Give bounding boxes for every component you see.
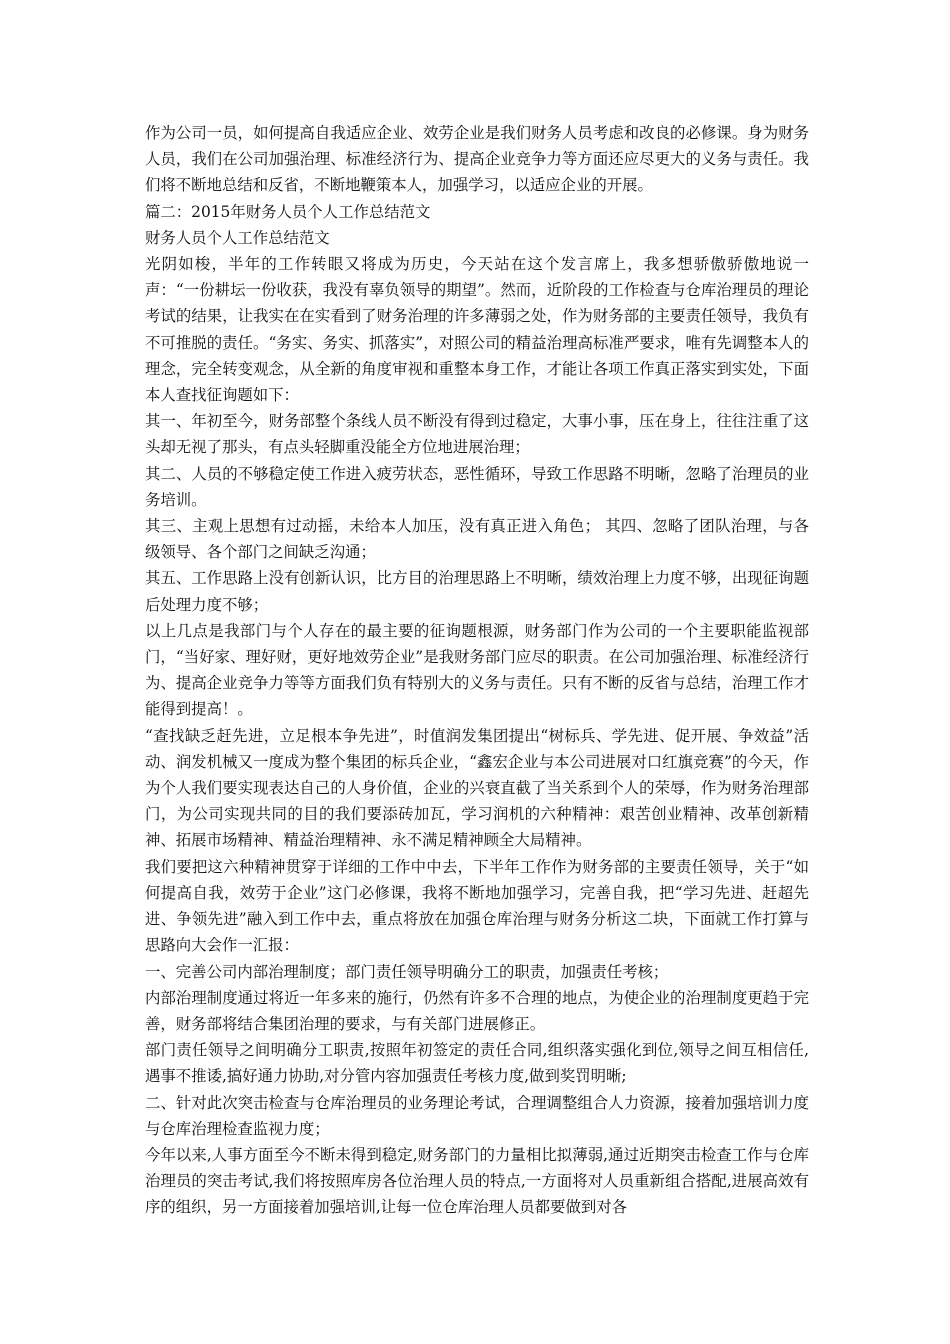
document-body [145,120,809,1221]
paragraph-plan: 我们要把这六种精神贯穿于详细的工作中中去，下半年工作作为财务部的主要责任领导，关于“如何提高自我，效劳于企业”这门必修课，我将不断地加强学习，完善自我，把“学习先进、赶超先进、争领先进”融入到工作中去，重点将放在加强仓库治理与财务分析这二块，下面就工作打算与思路向大会作一汇报： [145,857,809,955]
issue-item-1: 其一、年初至今，财务部整个条线人员不断没有得到过稳定，大事小事，压在身上，往往注重了这头却无视了那头，有点头轻脚重没能全方位地进展治理； [145,412,809,457]
section-heading: 篇二：2015年财务人员个人工作总结范文 [145,202,431,221]
paragraph-intro: 光阴如梭，半年的工作转眼又将成为历史，今天站在这个发言席上，我多想骄傲骄傲地说一声：“一份耕坛一份收获，我没有辜负领导的期望”。然而，近阶段的工作检查与仓库治理员的理论考试的结果，让我实在在实看到了财务治理的许多薄弱之处，作为财务部的主要责任领导，我负有不可推脱的责任。“务实、务实、抓落实”，对照公司的精益治理高标准严要求，唯有先调整本人的理念，完全转变观念，从全新的角度审视和重整本身工作，才能让各项工作真正落实到实处，下面本人查找征询题如下： [145,255,809,405]
paragraph-summary: 以上几点是我部门与个人存在的最主要的征询题根源，财务部门作为公司的一个主要职能监视部门，“当好家、理好财，更好地效劳企业”是我财务部门应尽的职责。在公司加强治理、标准经济行为、提高企业竞争力等等方面我们负有特别大的义务与责任。只有不断的反省与总结，治理工作才能得到提高！。 [145,621,809,719]
plan-item-2: 二、针对此次突击检查与仓库治理员的业务理论考试，合理调整组合人力资源，接着加强培训力度与仓库治理检查监视力度； [145,1093,809,1138]
plan-item-2-detail: 今年以来,人事方面至今不断未得到稳定,财务部门的力量相比拟薄弱,通过近期突击检查工作与仓库治理员的突击考试,我们将按照库房各位治理人员的特点,一方面将对人员重新组合搭配,进展高效有序的组织，另一方面接着加强培训,让每一位仓库治理人员都要做到对各 [145,1145,809,1217]
issue-item-3-4: 其三、主观上思想有过动摇，未给本人加压，没有真正进入角色； 其四、忽略了团队治理，与各级领导、各个部门之间缺乏沟通； [145,517,809,562]
issue-item-2: 其二、人员的不够稳定使工作进入疲劳状态，恶性循环，导致工作思路不明晰，忽略了治理员的业务培训。 [145,464,809,509]
plan-item-1: 一、完善公司内部治理制度；部门责任领导明确分工的职责，加强责任考核； [145,962,669,981]
article-title: 财务人员个人工作总结范文 [145,228,330,247]
plan-item-1-detail-a: 内部治理制度通过将近一年多来的施行，仍然有许多不合理的地点，为使企业的治理制度更趋于完善，财务部将结合集团治理的要求，与有关部门进展修正。 [145,988,809,1033]
paragraph-spirit: “查找缺乏赶先进，立足根本争先进”，时值润发集团提出“树标兵、学先进、促开展、争效益”活动、润发机械又一度成为整个集团的标兵企业，“鑫宏企业与本公司进展对口红旗竞赛”的今天，作为个人我们要实现表达自己的人身价值，企业的兴衰直截了当关系到个人的荣辱，作为财务治理部门，为公司实现共同的目的我们要添砖加瓦，学习润机的六种精神：艰苦创业精神、改革创新精神、拓展市场精神、精益治理精神、永不满足精神顾全大局精神。 [145,726,809,850]
issue-item-5: 其五、工作思路上没有创新认识，比方目的治理思路上不明晰，绩效治理上力度不够，出现征询题后处理力度不够； [145,569,809,614]
paragraph-1: 作为公司一员，如何提高自我适应企业、效劳企业是我们财务人员考虑和改良的必修课。身为财务人员，我们在公司加强治理、标准经济行为、提高企业竞争力等方面还应尽更大的义务与责任。我们将不断地总结和反省，不断地鞭策本人，加强学习，以适应企业的开展。 [145,124,809,195]
plan-item-1-detail-b: 部门责任领导之间明确分工职责,按照年初签定的责任合同,组织落实强化到位,领导之间互相信任,遇事不推诿,搞好通力协助,对分管内容加强责任考核力度,做到奖罚明晰; [145,1041,809,1086]
